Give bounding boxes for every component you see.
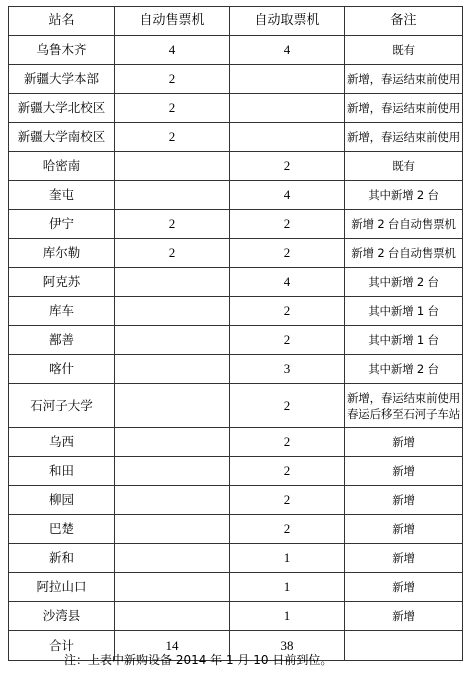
sell-count: 2 [115,239,230,268]
sell-count: 2 [115,123,230,152]
total-sell-count: 14 [115,631,230,661]
remark: 新增 [345,573,463,602]
table-row [9,297,463,326]
remark: 新增 [345,544,463,573]
remark: 新增 [345,486,463,515]
take-count: 2 [230,428,345,457]
table-row [9,36,463,65]
table-row [9,326,463,355]
station-name: 鄯善 [9,326,115,355]
station-name: 新疆大学南校区 [9,123,115,152]
table-row [9,457,463,486]
header-take-machine: 自动取票机 [230,7,345,36]
ticket-machine-table [8,6,463,661]
table-row [9,355,463,384]
header-remark: 备注 [345,7,463,36]
header-sell-machine: 自动售票机 [115,7,230,36]
station-name: 新和 [9,544,115,573]
station-name: 伊宁 [9,210,115,239]
sell-count [115,355,230,384]
station-name: 柳园 [9,486,115,515]
sell-count [115,515,230,544]
remark: 新增 [345,515,463,544]
table-row [9,65,463,94]
table-row [9,94,463,123]
station-name: 石河子大学 [9,384,115,428]
header-station: 站名 [9,7,115,36]
remark-line-1: 新增，春运结束前使用 [347,390,460,405]
sell-count [115,544,230,573]
sell-count: 2 [115,65,230,94]
total-label: 合计 [9,631,115,661]
header-row [9,7,463,36]
take-count [230,123,345,152]
total-take-count: 38 [230,631,345,661]
take-count: 2 [230,210,345,239]
sell-count [115,602,230,631]
take-count: 2 [230,297,345,326]
table-row [9,602,463,631]
remark: 其中新增 2 台 [345,355,463,384]
sell-count [115,268,230,297]
remark: 新增 [345,602,463,631]
remark: 其中新增 2 台 [345,268,463,297]
table-row [9,428,463,457]
take-count: 2 [230,486,345,515]
sell-count [115,384,230,428]
table-row [9,384,463,428]
sell-count: 4 [115,36,230,65]
take-count: 1 [230,602,345,631]
take-count [230,65,345,94]
take-count: 2 [230,457,345,486]
table-footnote: 注：上表中新购设备 2014 年 1 月 10 日前到位。 [64,653,333,667]
take-count: 1 [230,573,345,602]
remark: 既有 [345,36,463,65]
station-name: 奎屯 [9,181,115,210]
sell-count [115,457,230,486]
take-count: 3 [230,355,345,384]
take-count: 4 [230,181,345,210]
table-row [9,181,463,210]
sell-count [115,486,230,515]
take-count: 2 [230,152,345,181]
station-name: 阿拉山口 [9,573,115,602]
table-row [9,515,463,544]
sell-count [115,428,230,457]
sell-count [115,326,230,355]
remark: 新增 [345,428,463,457]
table-row [9,486,463,515]
remark: 新增 2 台自动售票机 [345,239,463,268]
take-count: 4 [230,268,345,297]
remark: 新增 [345,457,463,486]
station-name: 哈密南 [9,152,115,181]
take-count: 2 [230,384,345,428]
sell-count [115,181,230,210]
table-row [9,152,463,181]
sell-count: 2 [115,94,230,123]
remark: 其中新增 1 台 [345,297,463,326]
take-count: 2 [230,326,345,355]
table-row [9,268,463,297]
table-row [9,239,463,268]
station-name: 和田 [9,457,115,486]
table-row [9,123,463,152]
station-name: 新疆大学本部 [9,65,115,94]
remark: 新增，春运结束前使用 [345,94,463,123]
remark-line-2: 春运后移至石河子车站 [347,406,460,421]
sell-count [115,152,230,181]
remark: 既有 [345,152,463,181]
take-count: 1 [230,544,345,573]
station-name: 乌鲁木齐 [9,36,115,65]
station-name: 新疆大学北校区 [9,94,115,123]
sell-count [115,297,230,326]
station-name: 沙湾县 [9,602,115,631]
station-name: 喀什 [9,355,115,384]
remark: 新增 2 台自动售票机 [345,210,463,239]
take-count [230,94,345,123]
remark [345,384,463,428]
remark: 其中新增 2 台 [345,181,463,210]
table-row [9,544,463,573]
remark: 其中新增 1 台 [345,326,463,355]
remark: 新增，春运结束前使用 [345,65,463,94]
take-count: 2 [230,239,345,268]
total-remark [345,631,463,661]
station-name: 阿克苏 [9,268,115,297]
station-name: 库尔勒 [9,239,115,268]
sell-count [115,573,230,602]
take-count: 4 [230,36,345,65]
station-name: 库车 [9,297,115,326]
table-row [9,210,463,239]
station-name: 巴楚 [9,515,115,544]
remark: 新增，春运结束前使用 [345,123,463,152]
station-name: 乌西 [9,428,115,457]
table-row [9,573,463,602]
sell-count: 2 [115,210,230,239]
take-count: 2 [230,515,345,544]
